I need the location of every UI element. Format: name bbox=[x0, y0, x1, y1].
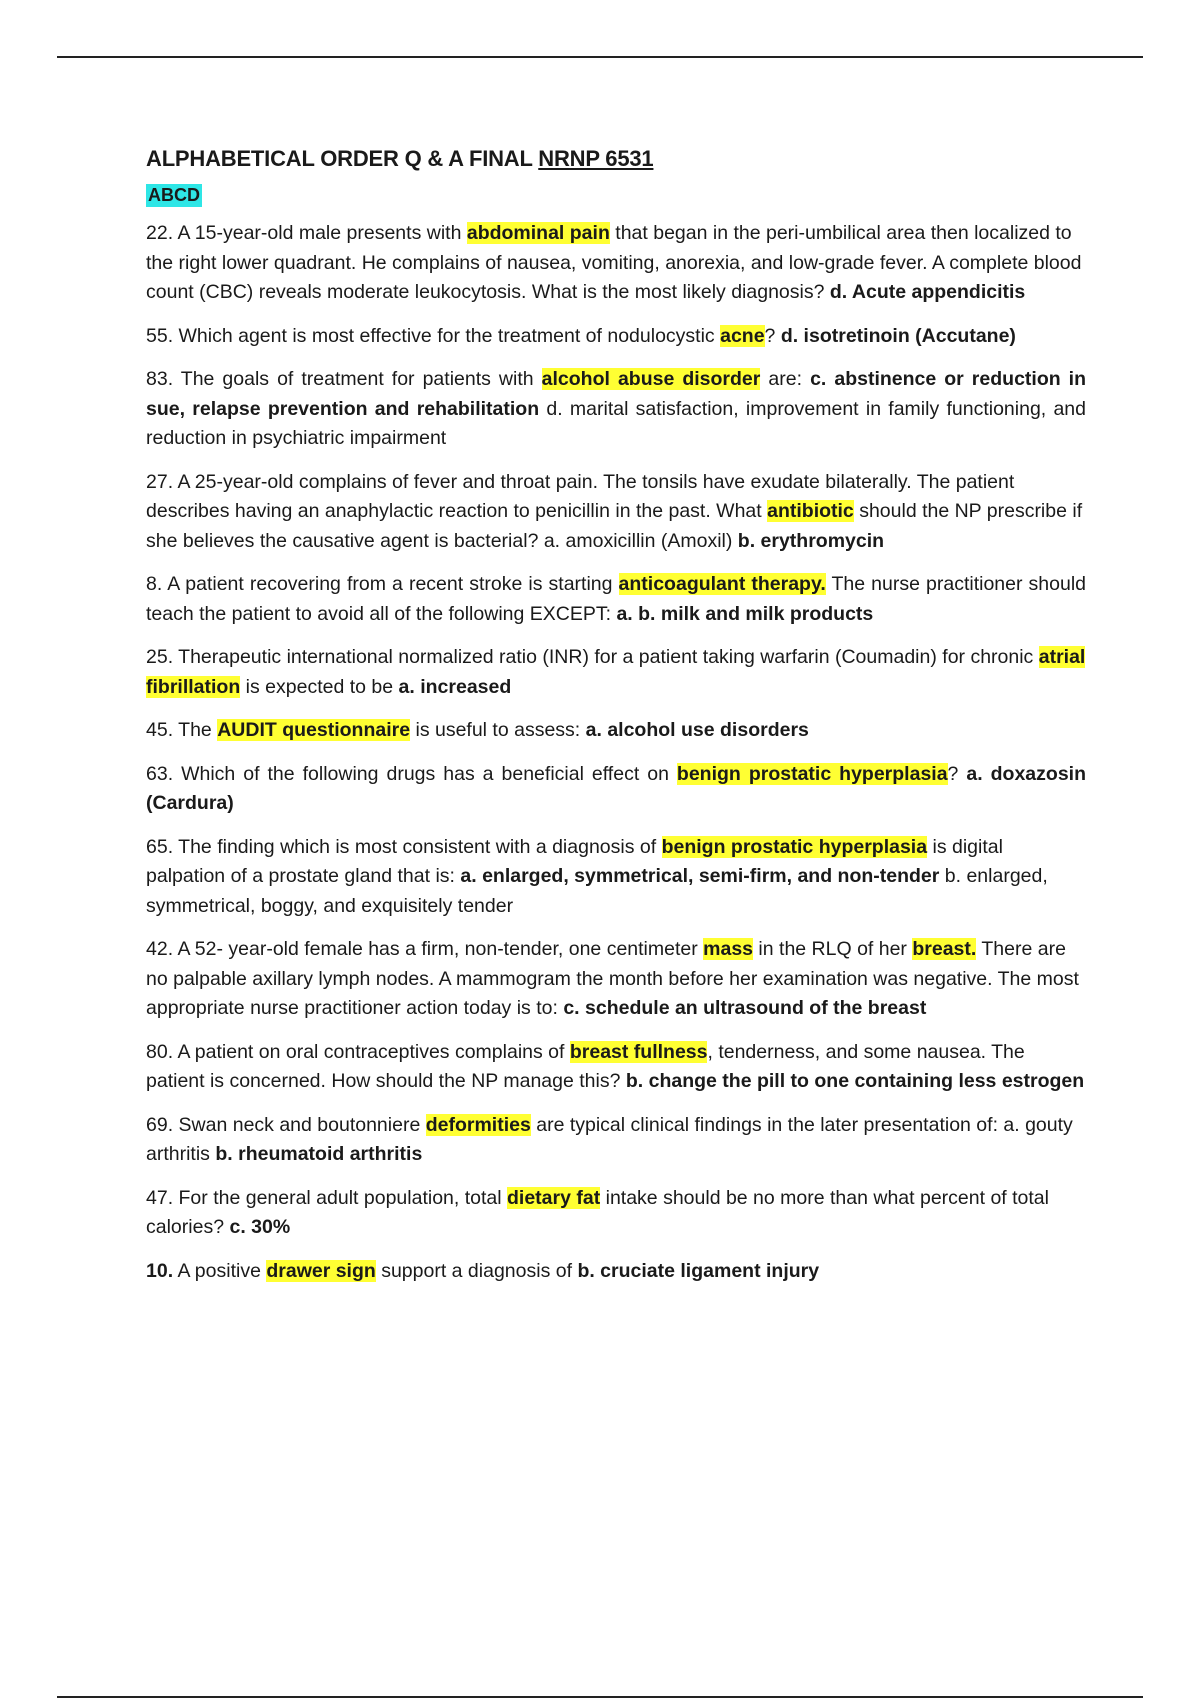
question-83 bbox=[146, 365, 1086, 454]
answer: c. 30% bbox=[229, 1216, 291, 1238]
question-text: The nurse practitioner should teach the patient to avoid all of the following EXCEPT: bbox=[146, 573, 1087, 625]
highlight-term: acne bbox=[720, 324, 765, 347]
question-27 bbox=[146, 468, 1086, 557]
question-text: 69. Swan neck and boutonniere bbox=[146, 1113, 426, 1136]
footer-rule bbox=[57, 1696, 1143, 1698]
question-text: support a diagnosis of bbox=[375, 1259, 578, 1282]
highlight-term: deformities bbox=[425, 1113, 531, 1136]
answer: b. rheumatoid arthritis bbox=[215, 1143, 423, 1165]
document-body bbox=[146, 146, 1086, 1300]
highlight-term: breast. bbox=[912, 938, 977, 960]
question-80 bbox=[146, 1038, 1086, 1097]
answer: b. cruciate ligament injury bbox=[577, 1259, 820, 1282]
header-rule bbox=[57, 56, 1143, 58]
answer: b. change the pill to one containing less estrogen bbox=[625, 1070, 1085, 1092]
question-text: A positive bbox=[173, 1259, 267, 1282]
highlight-term: anticoagulant therapy. bbox=[618, 573, 826, 595]
question-63 bbox=[146, 760, 1086, 819]
highlight-term: breast fullness bbox=[569, 1040, 708, 1063]
question-42 bbox=[146, 935, 1086, 1024]
title-main: ALPHABETICAL ORDER Q & A FINAL bbox=[146, 146, 539, 171]
question-10 bbox=[146, 1257, 1086, 1287]
question-8 bbox=[146, 570, 1086, 629]
question-text: should the NP prescribe if she believes the causative agent is bacterial? a. amoxicillin (Amoxil) bbox=[146, 500, 1083, 552]
highlight-term: alcohol abuse disorder bbox=[541, 368, 761, 390]
answer: c. abstinence or reduction in sue, relapse prevention and rehabilitation bbox=[146, 368, 1087, 420]
section-label: ABCD bbox=[148, 185, 200, 205]
highlight-term: dietary fat bbox=[507, 1186, 601, 1209]
question-text: 47. For the general adult population, total bbox=[146, 1186, 507, 1209]
highlight-term: mass bbox=[703, 938, 754, 960]
question-text: There are no palpable axillary lymph nodes. A mammogram the month before her examination was negative. The most appropriate nurse practitioner action today is to: bbox=[146, 938, 1079, 1019]
question-25 bbox=[146, 643, 1086, 702]
question-text: that began in the peri-umbilical area then localized to the right lower quadrant. He complains of nausea, vomiting, anorexia, and low-grade fever. A complete blood count (CBC) reveals moderate leukocytosis. What is the most likely diagnosis? bbox=[146, 222, 1082, 303]
answer: a. alcohol use disorders bbox=[585, 719, 809, 741]
question-text: are typical clinical findings in the later presentation of: a. gouty arthritis bbox=[146, 1113, 1073, 1165]
question-text: ? bbox=[947, 762, 967, 785]
question-text: are: bbox=[760, 368, 811, 390]
question-text: 65. The finding which is most consistent with a diagnosis of bbox=[146, 835, 662, 858]
question-text: 27. A 25-year-old complains of fever and throat pain. The tonsils have exudate bilaterally. The patient describes having an anaphylactic reaction to penicillin in the past. What bbox=[146, 470, 1015, 522]
question-text: is digital palpation of a prostate gland that is: bbox=[146, 835, 1003, 887]
answer: a. doxazosin (Cardura) bbox=[146, 762, 1086, 814]
answer: a. enlarged, symmetrical, semi-firm, and non-tender bbox=[460, 865, 940, 887]
question-text: 83. The goals of treatment for patients with bbox=[146, 368, 542, 390]
question-text: 63. Which of the following drugs has a beneficial effect on bbox=[146, 762, 677, 785]
question-number: 10. bbox=[146, 1259, 174, 1282]
question-text: is expected to be bbox=[240, 675, 399, 698]
question-text: ? bbox=[764, 324, 781, 347]
question-22 bbox=[146, 219, 1086, 308]
page-title bbox=[146, 146, 1086, 172]
question-text: intake should be no more than what percent of total calories? bbox=[146, 1186, 1049, 1238]
question-45 bbox=[146, 716, 1086, 746]
question-text: b. enlarged, symmetrical, boggy, and exquisitely tender bbox=[146, 865, 1048, 917]
highlight-term: atrial fibrillation bbox=[146, 646, 1086, 698]
question-text: 22. A 15-year-old male presents with bbox=[146, 222, 467, 244]
question-text: 55. Which agent is most effective for the treatment of nodulocystic bbox=[146, 324, 721, 347]
question-47 bbox=[146, 1184, 1086, 1243]
highlight-term: AUDIT questionnaire bbox=[217, 719, 411, 741]
question-text: 42. A 52- year-old female has a firm, non-tender, one centimeter bbox=[146, 938, 704, 960]
question-text: , tenderness, and some nausea. The patient is concerned. How should the NP manage this? bbox=[146, 1040, 1025, 1092]
highlight-term: benign prostatic hyperplasia bbox=[661, 835, 928, 858]
highlight-term: benign prostatic hyperplasia bbox=[676, 762, 948, 785]
question-text: 80. A patient on oral contraceptives complains of bbox=[146, 1040, 570, 1063]
question-text: is useful to assess: bbox=[410, 719, 586, 741]
highlight-term: abdominal pain bbox=[466, 222, 610, 244]
question-text: d. marital satisfaction, improvement in family functioning, and reduction in psychiatric impairment bbox=[146, 397, 1086, 449]
answer: c. schedule an ultrasound of the breast bbox=[563, 997, 927, 1019]
highlight-term: drawer sign bbox=[266, 1259, 376, 1282]
question-55 bbox=[146, 322, 1086, 352]
question-text: 8. A patient recovering from a recent stroke is starting bbox=[146, 573, 619, 595]
question-69 bbox=[146, 1111, 1086, 1170]
question-text: 45. The bbox=[146, 719, 218, 741]
question-text: in the RLQ of her bbox=[753, 938, 913, 960]
question-65 bbox=[146, 833, 1086, 922]
answer: d. Acute appendicitis bbox=[829, 281, 1026, 303]
question-text: 25. Therapeutic international normalized ratio (INR) for a patient taking warfarin (Coumadin) for chronic bbox=[146, 646, 1039, 668]
answer: a. increased bbox=[398, 675, 512, 698]
answer: a. b. milk and milk products bbox=[616, 602, 874, 625]
highlight-term: antibiotic bbox=[767, 500, 854, 522]
title-course: NRNP 6531 bbox=[538, 146, 654, 171]
answer: d. isotretinoin (Accutane) bbox=[780, 324, 1016, 347]
answer: b. erythromycin bbox=[737, 529, 885, 552]
